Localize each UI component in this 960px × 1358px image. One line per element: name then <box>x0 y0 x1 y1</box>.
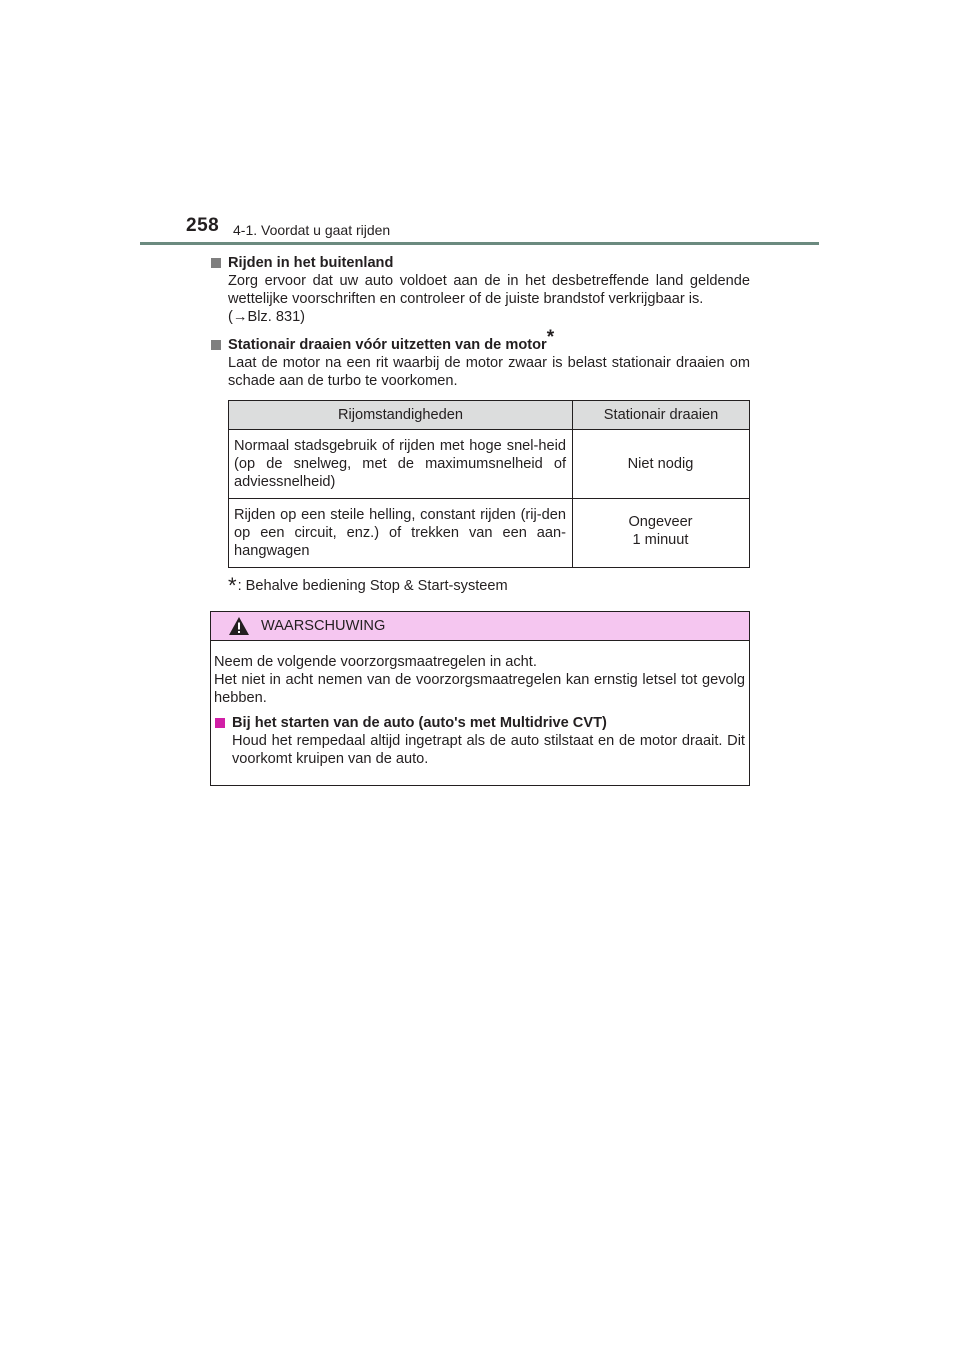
section-title: 4-1. Voordat u gaat rijden <box>233 222 391 238</box>
warning-box <box>210 611 750 786</box>
warning-intro: Het niet in acht nemen van de voorzorgsmaatregelen kan ernstig letsel tot gevolg hebben. <box>214 672 745 706</box>
page-content <box>210 254 750 786</box>
section-text-abroad <box>228 272 750 326</box>
footnote-mark: * <box>228 573 237 598</box>
header-rule <box>140 242 819 245</box>
heading-text: Stationair draaien vóór uitzetten van de motor <box>228 337 547 353</box>
warning-triangle-icon <box>228 616 250 636</box>
idle-value-line-2: 1 minuut <box>632 532 689 548</box>
warning-header <box>211 612 749 641</box>
section-heading-abroad <box>210 254 750 272</box>
column-header: Stationair draaien <box>573 401 750 430</box>
paragraph-text: Zorg ervoor dat uw auto voldoet aan de in het desbetreffende land geldende wettelijke voorschriften en controleer of de juiste brandstof verkrijgbaar is. <box>228 273 750 307</box>
idle-value: Niet nodig <box>627 456 694 472</box>
warning-body <box>211 641 749 785</box>
warning-title: WAARSCHUWING <box>261 618 386 634</box>
table-cell-condition: Normaal stadsgebruik of rijden met hoge snel-heid (op de snelweg, met de maximumsnelheid of adviessnelheid) <box>229 430 573 499</box>
table-row <box>229 499 750 568</box>
table-row <box>229 430 750 499</box>
warning-heading <box>214 714 745 732</box>
square-bullet-icon <box>215 718 225 728</box>
square-bullet-icon <box>211 340 221 350</box>
footnote-text: : Behalve bediening Stop & Start-systeem <box>237 578 508 594</box>
table-header-row <box>229 401 750 430</box>
footnote <box>228 573 750 598</box>
column-header: Rijomstandigheden <box>229 401 573 430</box>
page-number: 258 <box>186 215 220 236</box>
heading-text: Bij het starten van de auto (auto's met Multidrive CVT) <box>232 715 607 731</box>
page-reference-link[interactable]: (→Blz. 831) <box>228 309 306 325</box>
square-bullet-icon <box>211 258 221 268</box>
table-cell-idle <box>573 499 750 568</box>
table-cell-idle <box>573 430 750 499</box>
section-heading-idling <box>210 327 750 354</box>
heading-text: Rijden in het buitenland <box>228 255 394 271</box>
warning-text: Houd het rempedaal altijd ingetrapt als de auto stilstaat en de motor draait. Dit voorkomt kruipen van de auto. <box>232 733 745 767</box>
idle-value: Ongeveer <box>628 514 693 530</box>
page-header <box>0 0 960 250</box>
warning-intro: Neem de volgende voorzorgsmaatregelen in acht. <box>214 654 537 670</box>
idling-table <box>228 400 750 568</box>
section-text-idling: Laat de motor na een rit waarbij de motor zwaar is belast stationair draaien om schade aan de turbo te voorkomen. <box>228 355 750 389</box>
footnote-mark: * <box>546 327 555 348</box>
table-cell-condition: Rijden op een steile helling, constant rijden (rij-den op een circuit, enz.) of trekken van een aan-hangwagen <box>229 499 573 568</box>
